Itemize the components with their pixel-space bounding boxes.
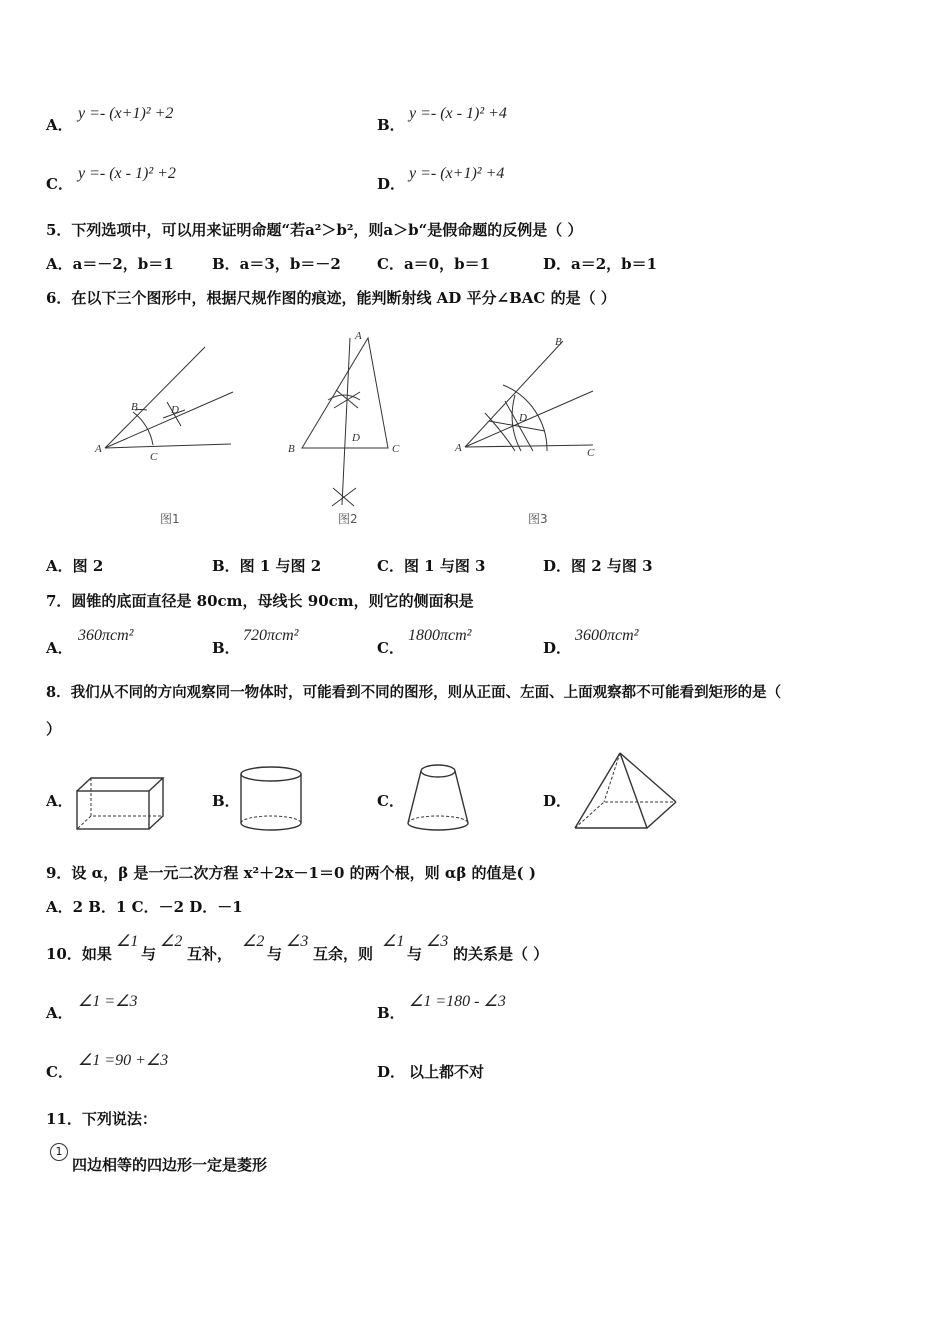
q8-stem: 8．我们从不同的方向观察同一物体时，可能看到不同的图形，则从正面、左面、上面观察都不可能看到矩形的是（ <box>46 684 782 701</box>
q9-options: A．2 B．1 C．－2 D．－1 <box>46 898 243 916</box>
q10-option-c-expr: ∠1 =90 +∠3 <box>78 1052 169 1069</box>
q5-option-a: A．a＝－2，b＝1 <box>46 255 174 273</box>
q4-option-d-label: D． <box>377 175 406 193</box>
q5-stem: 5．下列选项中，可以用来证明命题“若a²＞b²，则a＞b“是假命题的反例是（ ） <box>46 221 583 239</box>
q7-option-b-label: B． <box>212 639 240 657</box>
fig3-label-d: D <box>519 412 527 424</box>
q6-figure-2 <box>288 330 408 510</box>
q10-angle2: ∠2 <box>160 933 183 950</box>
q9-stem: 9．设 α，β 是一元二次方程 x²＋2x－1＝0 的两个根，则 αβ 的值是( ) <box>46 864 536 882</box>
q6-option-a: A．图 2 <box>46 557 104 575</box>
fig3-label-b: B <box>555 336 562 348</box>
q10-angle2b: ∠2 <box>242 933 265 950</box>
fig3-label-a: A <box>455 442 462 454</box>
fig2-label-b: B <box>288 443 295 455</box>
q10-option-d-text: 以上都不对 <box>409 1063 485 1081</box>
q10-huyu: 互余，则 <box>313 945 374 963</box>
q8-stem-end: ） <box>46 720 62 738</box>
q8-option-b-cylinder <box>238 765 304 835</box>
fig3-label-c: C <box>587 447 595 459</box>
q10-tail: 的关系是（ ） <box>453 945 549 963</box>
q8-option-d-label: D． <box>543 792 572 810</box>
q6-figure-3-caption: 图3 <box>528 512 548 526</box>
q6-option-c: C．图 1 与图 3 <box>377 557 486 575</box>
q4-option-a-expr: y =- (x+1)² +2 <box>78 105 174 122</box>
fig2-label-a: A <box>355 330 362 342</box>
fig1-label-c: C <box>150 451 158 463</box>
q10-yu3: 与 <box>407 945 423 963</box>
q7-option-c-label: C． <box>377 639 404 657</box>
q10-option-a-label: A． <box>46 1004 73 1022</box>
q10-option-b-label: B． <box>377 1004 405 1022</box>
q6-figure-1 <box>95 340 240 470</box>
q7-option-a-expr: 360πcm² <box>78 627 134 644</box>
q7-option-a-label: A． <box>46 639 73 657</box>
fig1-label-d: D <box>171 404 179 416</box>
q6-option-b: B．图 1 与图 2 <box>212 557 322 575</box>
q10-option-c-label: C． <box>46 1063 73 1081</box>
q6-figure-1-caption: 图1 <box>160 512 180 526</box>
q10-yu2: 与 <box>267 945 283 963</box>
q5-option-d: D．a＝2，b＝1 <box>543 255 658 273</box>
q4-option-c-label: C． <box>46 175 73 193</box>
q6-figure-2-caption: 图2 <box>338 512 358 526</box>
q8-option-c-label: C． <box>377 792 404 810</box>
fig2-label-d: D <box>352 432 360 444</box>
q8-option-a-cuboid <box>75 775 167 833</box>
q7-option-d-label: D． <box>543 639 572 657</box>
q6-figure-3 <box>455 335 605 470</box>
q7-option-c-expr: 1800πcm² <box>408 627 472 644</box>
q4-option-b-label: B． <box>377 116 405 134</box>
fig1-label-a: A <box>95 443 102 455</box>
q4-option-d-expr: y =- (x+1)² +4 <box>409 165 505 182</box>
q7-option-d-expr: 3600πcm² <box>575 627 639 644</box>
q6-stem: 6．在以下三个图形中，根据尺规作图的痕迹，能判断射线 AD 平分∠BAC 的是（ ） <box>46 289 616 307</box>
fig2-label-c: C <box>392 443 400 455</box>
q10-option-b-expr: ∠1 =180 - ∠3 <box>409 993 506 1010</box>
q11-item1-marker: 1 <box>50 1143 68 1161</box>
q8-option-d-pyramid <box>572 750 682 832</box>
q10-angle3: ∠3 <box>286 933 309 950</box>
q8-option-a-label: A． <box>46 792 73 810</box>
q11-item1-text: 四边相等的四边形一定是菱形 <box>72 1156 268 1174</box>
q4-option-a-label: A． <box>46 116 73 134</box>
q8-option-b-label: B． <box>212 792 240 810</box>
fig1-label-b: B <box>131 401 138 413</box>
q10-yu1: 与 <box>141 945 157 963</box>
q4-option-b-expr: y =- (x - 1)² +4 <box>409 105 507 122</box>
q5-option-b: B．a＝3，b＝－2 <box>212 255 341 273</box>
q8-option-c-frustum <box>404 763 472 835</box>
q10-angle1b: ∠1 <box>382 933 405 950</box>
q7-stem: 7．圆锥的底面直径是 80cm，母线长 90cm，则它的侧面积是 <box>46 592 474 610</box>
q10-angle3b: ∠3 <box>426 933 449 950</box>
q10-option-a-expr: ∠1 =∠3 <box>78 993 138 1010</box>
q10-option-d-label: D． <box>377 1063 406 1081</box>
q5-option-c: C．a＝0，b＝1 <box>377 255 491 273</box>
q10-angle1: ∠1 <box>116 933 139 950</box>
q7-option-b-expr: 720πcm² <box>243 627 299 644</box>
q11-stem: 11．下列说法： <box>46 1110 157 1128</box>
q10-hubu: 互补， <box>187 945 233 963</box>
q4-option-c-expr: y =- (x - 1)² +2 <box>78 165 176 182</box>
q6-option-d: D．图 2 与图 3 <box>543 557 653 575</box>
q10-stem-start: 10．如果 <box>46 945 112 963</box>
